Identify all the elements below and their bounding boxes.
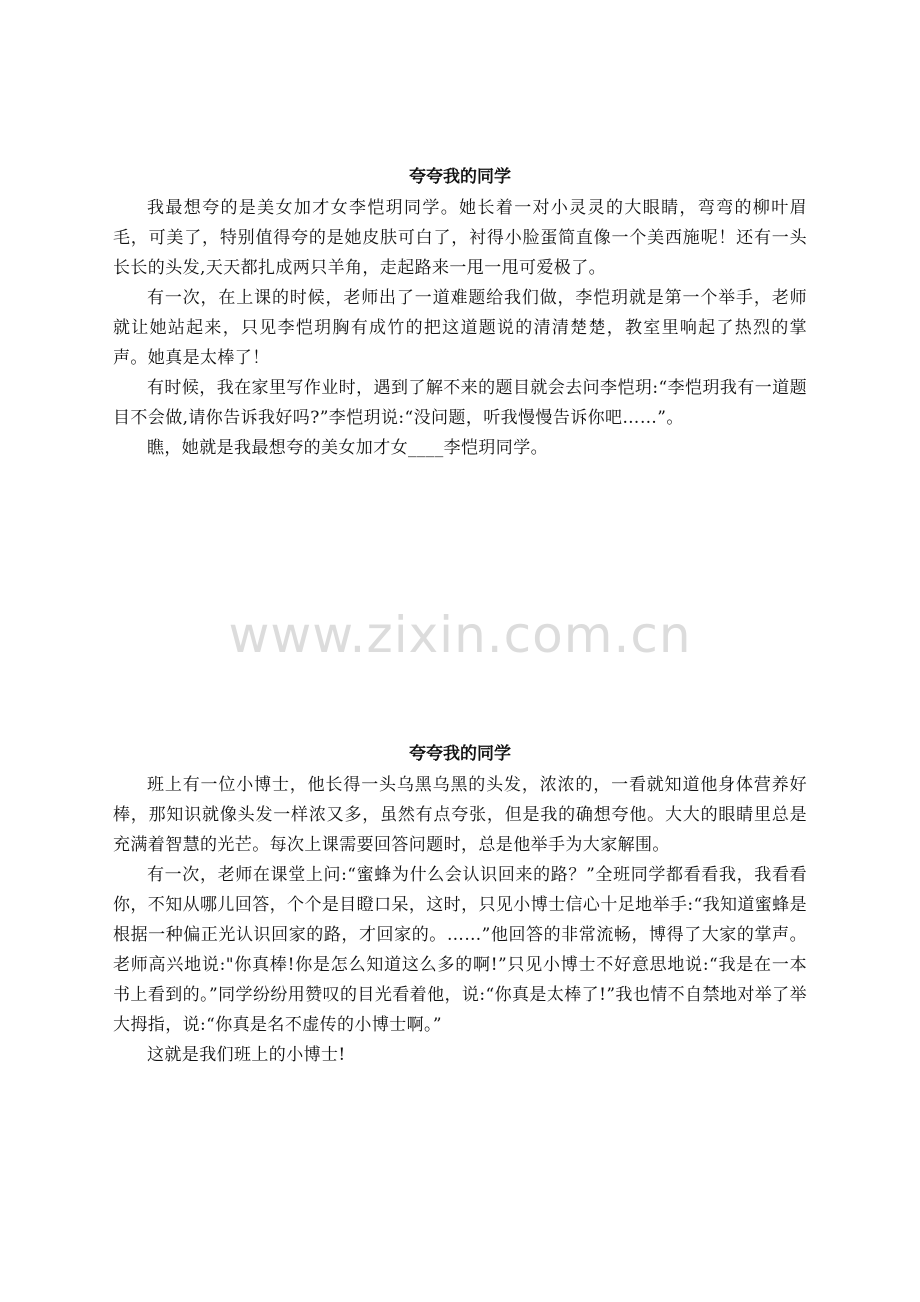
- essay-second: [113, 740, 807, 1070]
- paragraph: 这就是我们班上的小博士!: [147, 1045, 346, 1065]
- paragraph: 瞧，她就是我最想夸的美女加才女____李恺玥同学。: [147, 438, 548, 458]
- essay-first: [113, 163, 807, 463]
- paragraph: 班上有一位小博士，他长得一头乌黑乌黑的头发，浓浓的，一看就知道他身体营养好棒，那知识就像头发一样浓又多，虽然有点夸张，但是我的确想夸他。大大的眼睛里总是充满着智慧的光芒。每次上课需要回答问题时，总是他举手为大家解围。: [113, 775, 807, 855]
- essay-title: 夸夸我的同学: [409, 167, 511, 187]
- paragraph: 有一次，在上课的时候，老师出了一道难题给我们做，李恺玥就是第一个举手，老师就让她站起来，只见李恺玥胸有成竹的把这道题说的清清楚楚，教室里响起了热烈的掌声。她真是太棒了！: [113, 288, 807, 368]
- essay-title: 夸夸我的同学: [409, 744, 511, 764]
- paragraph: 有一次，老师在课堂上问:“蜜蜂为什么会认识回来的路？”全班同学都看看我，我看看你，不知从哪儿回答，个个是目瞪口呆，这时，只见小博士信心十足地举手:“我知道蜜蜂是根据一种偏正光认识回家的路，才回家的。……”他回答的非常流畅，博得了大家的掌声。老师高兴地说:"你真棒!你是怎么知道这么多的啊!”只见小博士不好意思地说:“我是在一本书上看到的。”同学纷纷用赞叹的目光看着他，说:“你真是太棒了!”我也情不自禁地对举了举大拇指，说:“你真是名不虚传的小博士啊。”: [113, 865, 807, 1035]
- paragraph: 有时候，我在家里写作业时，遇到了解不来的题目就会去问李恺玥:“李恺玥我有一道题目不会做,请你告诉我好吗?”李恺玥说:“没问题，听我慢慢告诉你吧……”。: [113, 378, 807, 428]
- paragraph: 我最想夸的是美女加才女李恺玥同学。她长着一对小灵灵的大眼睛，弯弯的柳叶眉毛，可美了，特别值得夸的是她皮肤可白了，衬得小脸蛋简直像一个美西施呢！还有一头长长的头发,天天都扎成两只羊角，走起路来一甩一甩可爱极了。: [113, 198, 807, 278]
- watermark-text: www.zixin.com.cn: [228, 606, 692, 664]
